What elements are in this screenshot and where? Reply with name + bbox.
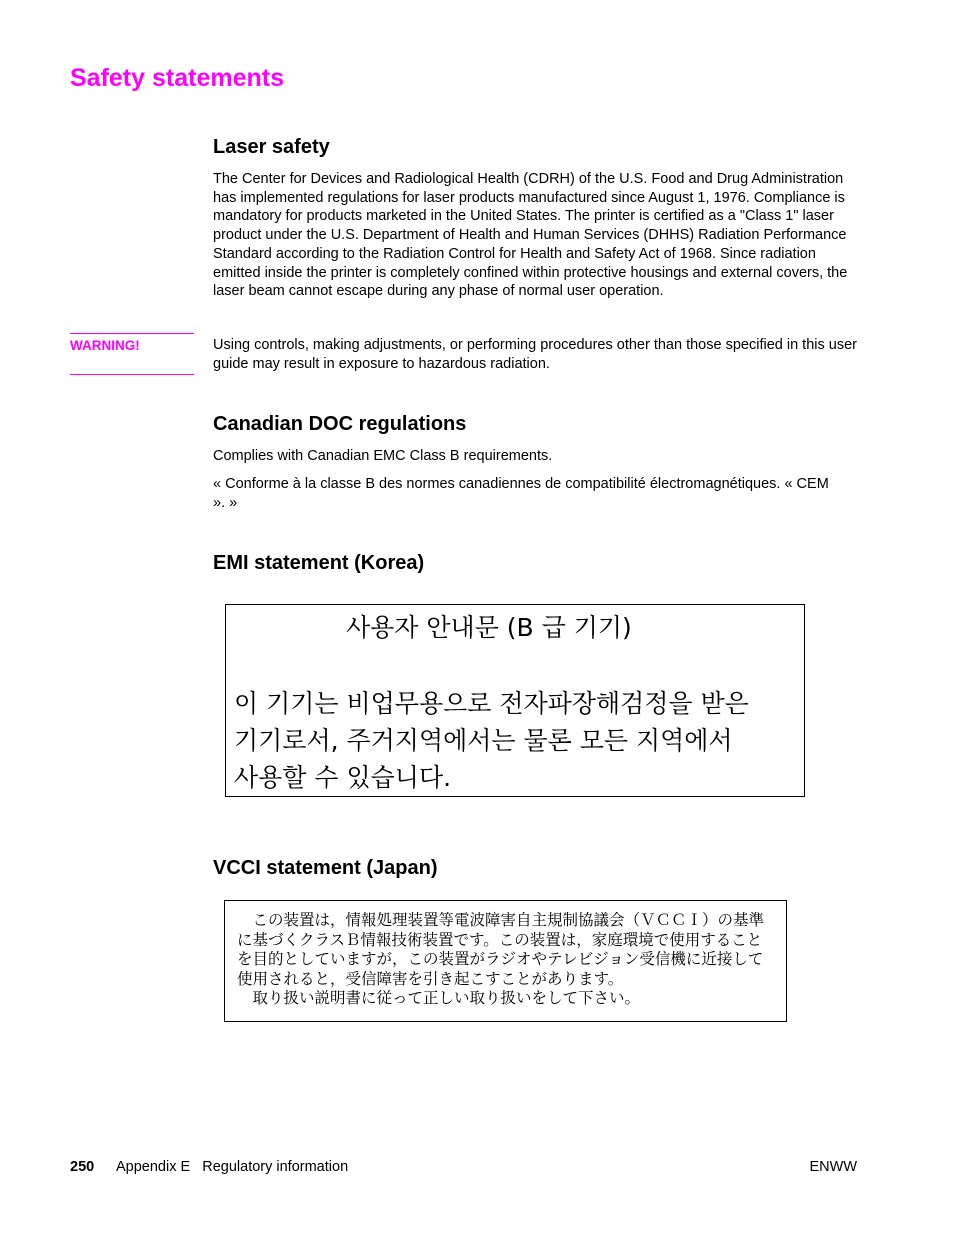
- canadian-doc-heading: Canadian DOC regulations: [213, 413, 467, 435]
- japan-box-line: この装置は，情報処理装置等電波障害自主規制協議会（ＶＣＣＩ）の基準: [237, 911, 765, 929]
- page-title: Safety statements: [70, 64, 284, 92]
- japan-box-body: [237, 911, 777, 1009]
- korea-box-title: 사용자 안내문 (B 급 기기): [346, 613, 632, 642]
- footer-page-number: 250: [70, 1159, 95, 1175]
- japan-box-line: を目的としていますが，この装置がラジオやテレビジョン受信機に近接して: [237, 950, 764, 968]
- japan-vcci-heading: VCCI statement (Japan): [213, 857, 438, 879]
- korea-box-line: 사용할 수 있습니다.: [234, 763, 452, 792]
- japan-box-line: 取り扱い説明書に従って正しい取り扱いをして下さい。: [237, 989, 641, 1007]
- japan-box-line: 使用されると，受信障害を引き起こすことがあります。: [237, 969, 624, 988]
- laser-safety-heading: Laser safety: [213, 136, 330, 158]
- korea-box-line: 이 기기는 비업무용으로 전자파장해검정을 받은: [234, 689, 749, 718]
- korea-emi-heading: EMI statement (Korea): [213, 552, 425, 574]
- korea-box-line: 기기로서, 주거지역에서는 물론 모든 지역에서: [234, 726, 733, 755]
- warning-top-rule: [70, 333, 194, 334]
- footer-chapter-title: Appendix E Regulatory information: [116, 1159, 349, 1175]
- japan-box-line: に基づくクラスＢ情報技術装置です。この装置は，家庭環境で使用すること: [237, 930, 763, 949]
- canadian-doc-french: « Conforme à la classe B des normes canadiennes de compatibilité électromagnétiques. « CEM ». »: [213, 476, 829, 511]
- korea-box-body: [234, 685, 794, 796]
- japan-vcci-statement-box: [224, 900, 787, 1022]
- warning-bottom-rule: [70, 374, 194, 375]
- canadian-doc-english: Complies with Canadian EMC Class B requirements.: [213, 448, 553, 464]
- laser-safety-body: The Center for Devices and Radiological Health (CDRH) of the U.S. Food and Drug Administration has implemented regulations for laser products manufactured since August 1, 1976. Compliance is mandatory for products marketed in the United States. The printer is certified as a "Class 1" laser product under the U.S. Department of Health and Human Services (DHHS) Radiation Performance Standard according to the Radiation Control for Health and Safety Act of 1968. Since radiation emitted inside the printer is completely confined within protective housings and external covers, the laser beam cannot escape during any phase of normal user operation.: [213, 171, 848, 300]
- footer-doc-code: ENWW: [809, 1159, 857, 1175]
- warning-text: Using controls, making adjustments, or performing procedures other than those specified in this user guide may result in exposure to hazardous radiation.: [213, 337, 857, 372]
- korea-emi-statement-box: [225, 604, 805, 797]
- warning-label: WARNING!: [70, 338, 140, 353]
